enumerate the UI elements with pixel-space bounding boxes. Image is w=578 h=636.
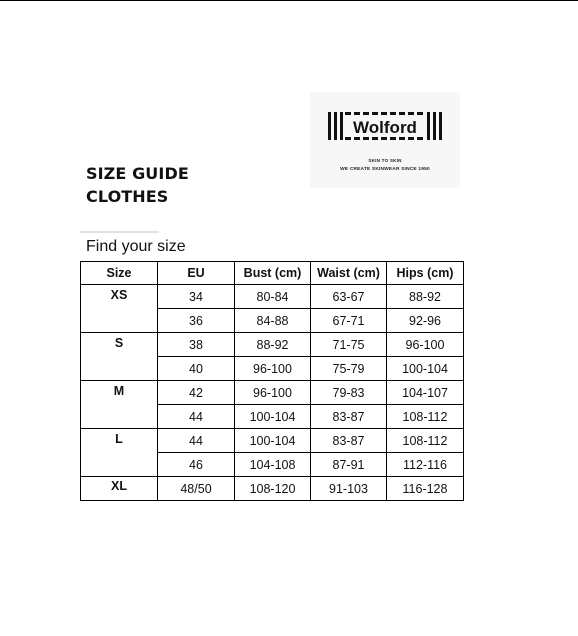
waist-cell: 79-83 — [311, 381, 387, 405]
eu-cell: 44 — [158, 405, 235, 429]
bust-cell: 88-92 — [235, 333, 311, 357]
eu-cell: 46 — [158, 453, 235, 477]
waist-cell: 67-71 — [311, 309, 387, 333]
logo-tagline-1: SKIN TO SKIN — [368, 158, 402, 163]
hips-cell: 100-104 — [387, 357, 464, 381]
size-label: S — [81, 333, 158, 381]
hips-cell: 116-128 — [387, 477, 464, 501]
eu-cell: 38 — [158, 333, 235, 357]
table-row — [81, 477, 464, 501]
table-header-row — [81, 262, 464, 285]
eu-cell: 40 — [158, 357, 235, 381]
table-row — [81, 333, 464, 357]
divider — [80, 231, 159, 233]
waist-cell: 75-79 — [311, 357, 387, 381]
waist-cell: 83-87 — [311, 405, 387, 429]
logo-tagline-2: WE CREATE SKINWEAR SINCE 1950 — [340, 167, 430, 172]
brand-logo — [310, 92, 460, 188]
bust-cell: 108-120 — [235, 477, 311, 501]
table-row — [81, 381, 464, 405]
hips-cell: 96-100 — [387, 333, 464, 357]
header-eu: EU — [158, 262, 235, 285]
hips-cell: 104-107 — [387, 381, 464, 405]
header-bust: Bust (cm) — [235, 262, 311, 285]
bust-cell: 96-100 — [235, 381, 311, 405]
page-subtitle: CLOTHES — [86, 187, 169, 206]
table-row — [81, 285, 464, 309]
eu-cell: 34 — [158, 285, 235, 309]
waist-cell: 91-103 — [311, 477, 387, 501]
waist-cell: 71-75 — [311, 333, 387, 357]
bust-cell: 100-104 — [235, 405, 311, 429]
hips-cell: 112-116 — [387, 453, 464, 477]
header-size: Size — [81, 262, 158, 285]
size-label: M — [81, 381, 158, 429]
eu-cell: 48/50 — [158, 477, 235, 501]
bust-cell: 84-88 — [235, 309, 311, 333]
bust-cell: 104-108 — [235, 453, 311, 477]
hips-cell: 108-112 — [387, 429, 464, 453]
hips-cell: 88-92 — [387, 285, 464, 309]
size-label: XS — [81, 285, 158, 333]
eu-cell: 42 — [158, 381, 235, 405]
header-waist: Waist (cm) — [311, 262, 387, 285]
header-hips: Hips (cm) — [387, 262, 464, 285]
hips-cell: 108-112 — [387, 405, 464, 429]
eu-cell: 36 — [158, 309, 235, 333]
eu-cell: 44 — [158, 429, 235, 453]
svg-text:Wolford: Wolford — [353, 118, 417, 137]
wolford-logo-icon — [328, 106, 442, 146]
size-label: L — [81, 429, 158, 477]
waist-cell: 83-87 — [311, 429, 387, 453]
size-table — [80, 261, 464, 501]
section-heading: Find your size — [86, 238, 186, 255]
page-title: SIZE GUIDE — [86, 164, 189, 183]
table-row — [81, 429, 464, 453]
bust-cell: 96-100 — [235, 357, 311, 381]
size-label: XL — [81, 477, 158, 501]
hips-cell: 92-96 — [387, 309, 464, 333]
waist-cell: 63-67 — [311, 285, 387, 309]
bust-cell: 80-84 — [235, 285, 311, 309]
table-body — [81, 285, 464, 501]
bust-cell: 100-104 — [235, 429, 311, 453]
top-border — [0, 0, 578, 1]
waist-cell: 87-91 — [311, 453, 387, 477]
